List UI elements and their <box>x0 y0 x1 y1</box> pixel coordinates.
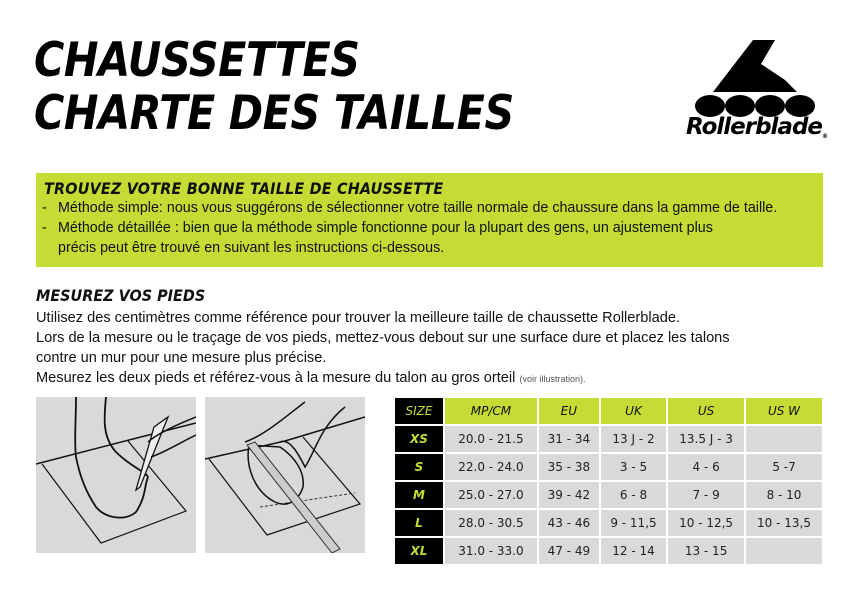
cell-eu: 43 - 46 <box>539 510 601 538</box>
size-label: L <box>395 510 445 538</box>
brand-text: Rollerblade <box>686 114 823 140</box>
size-label: XL <box>395 538 445 566</box>
detailed-method-text: Méthode détaillée : bien que la méthode simple fonctionne pour la plupart des gens, un ajustement plus <box>58 220 713 236</box>
title-line-1: CHAUSSETTES <box>34 33 360 88</box>
cell-us-w: 5 -7 <box>746 454 824 482</box>
find-size-title: TROUVEZ VOTRE BONNE TAILLE DE CHAUSSETTE <box>44 179 444 198</box>
cell-uk: 12 - 14 <box>601 538 668 566</box>
find-size-box <box>36 173 823 267</box>
size-label: S <box>395 454 445 482</box>
detailed-method-item <box>42 218 823 238</box>
size-chart-table <box>395 398 824 566</box>
foot-measuring-illustration <box>205 397 365 553</box>
measure-section-title: MESUREZ VOS PIEDS <box>36 286 206 305</box>
cell-mp-cm: 20.0 - 21.5 <box>445 426 539 454</box>
cell-us-w: 8 - 10 <box>746 482 824 510</box>
cell-eu: 47 - 49 <box>539 538 601 566</box>
foot-measuring-drawing-icon <box>205 397 365 553</box>
cell-uk: 6 - 8 <box>601 482 668 510</box>
table-row <box>395 510 824 538</box>
instruction-text: Mesurez les deux pieds et référez-vous à la mesure du talon au gros orteil <box>36 370 516 386</box>
brand-name <box>686 114 827 140</box>
header-mp-cm: MP/CM <box>445 398 539 426</box>
page-title <box>34 34 514 140</box>
registered-mark: ® <box>822 133 828 140</box>
header-eu: EU <box>539 398 601 426</box>
instruction-line: contre un mur pour une mesure plus précise. <box>36 350 327 366</box>
cell-us: 4 - 6 <box>668 454 746 482</box>
cell-eu: 31 - 34 <box>539 426 601 454</box>
size-label: XS <box>395 426 445 454</box>
instruction-line: Lors de la mesure ou le traçage de vos pieds, mettez-vous debout sur une surface dure et placez les talons <box>36 330 730 346</box>
cell-mp-cm: 31.0 - 33.0 <box>445 538 539 566</box>
bullet-dash: - <box>42 220 47 236</box>
header-uk: UK <box>601 398 668 426</box>
table-row <box>395 426 824 454</box>
cell-us-w <box>746 426 824 454</box>
foot-tracing-drawing-icon <box>36 397 196 553</box>
header-us: US <box>668 398 746 426</box>
cell-us: 10 - 12,5 <box>668 510 746 538</box>
bullet-dash: - <box>42 200 47 216</box>
cell-eu: 35 - 38 <box>539 454 601 482</box>
size-label: M <box>395 482 445 510</box>
cell-us-w <box>746 538 824 566</box>
foot-tracing-illustration <box>36 397 196 553</box>
header-us-w: US W <box>746 398 824 426</box>
cell-uk: 3 - 5 <box>601 454 668 482</box>
title-line-2: CHARTE DES TAILLES <box>34 86 514 141</box>
cell-uk: 9 - 11,5 <box>601 510 668 538</box>
cell-us: 7 - 9 <box>668 482 746 510</box>
instruction-line <box>36 368 730 389</box>
table-row <box>395 454 824 482</box>
header-size: SIZE <box>395 398 445 426</box>
table-row <box>395 538 824 566</box>
cell-mp-cm: 22.0 - 24.0 <box>445 454 539 482</box>
illustration-note: (voir illustration). <box>519 374 586 384</box>
cell-us: 13 - 15 <box>668 538 746 566</box>
cell-us-w: 10 - 13,5 <box>746 510 824 538</box>
cell-eu: 39 - 42 <box>539 482 601 510</box>
cell-us: 13.5 J - 3 <box>668 426 746 454</box>
instruction-line: Utilisez des centimètres comme référence pour trouver la meilleure taille de chaussette Rollerblade. <box>36 310 681 326</box>
table-row <box>395 482 824 510</box>
cell-mp-cm: 28.0 - 30.5 <box>445 510 539 538</box>
detailed-method-continuation: précis peut être trouvé en suivant les instructions ci-dessous. <box>58 240 445 256</box>
cell-uk: 13 J - 2 <box>601 426 668 454</box>
simple-method-item <box>42 198 823 218</box>
cell-mp-cm: 25.0 - 27.0 <box>445 482 539 510</box>
measure-instructions <box>36 308 730 389</box>
table-header-row <box>395 398 824 426</box>
simple-method-text: Méthode simple: nous vous suggérons de sélectionner votre taille normale de chaussure dans la gamme de taille. <box>58 200 778 216</box>
